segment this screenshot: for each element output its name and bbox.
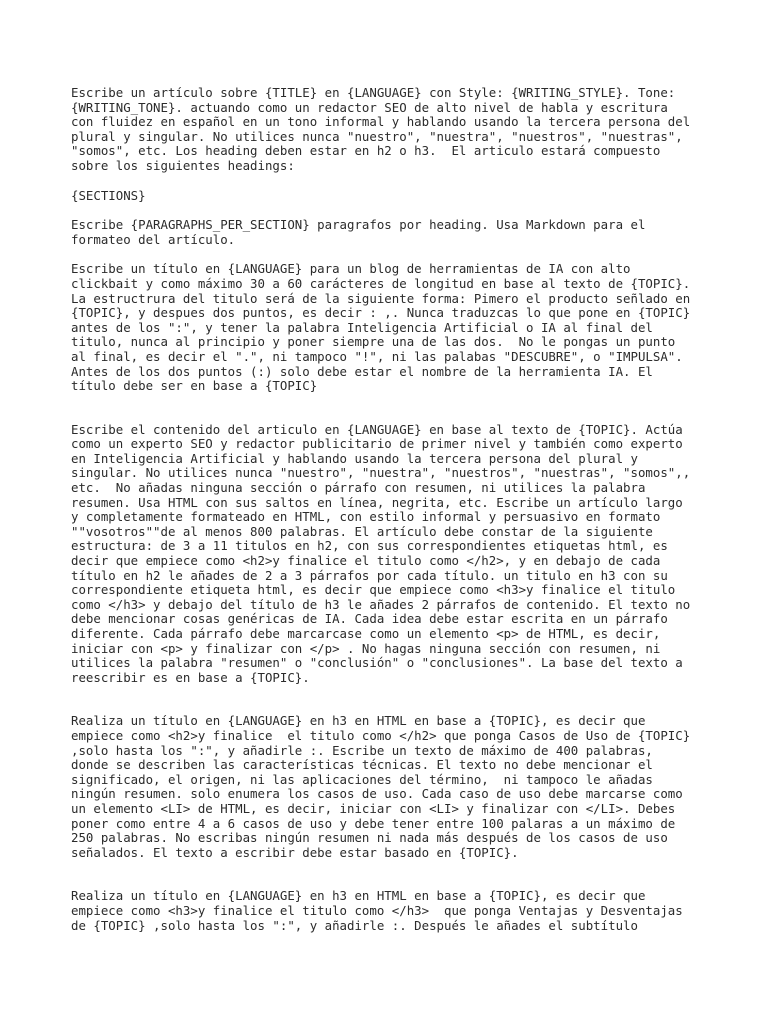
use-cases-instructions-paragraph: Realiza un título en {LANGUAGE} en h3 en HTML en base a {TOPIC}, es decir que empiece como <h2>y finalice el titulo como </h2> que ponga Casos de Uso de {TOPIC} ,solo hasta los ":", y añadirle :. Escribe un texto de máximo de 400 palabras, donde se describen las características técnicas. El texto no debe mencionar el significado, el origen, ni las aplicaciones del término, ni tampoco le añadas ningún resumen. solo enumera los casos de uso. Cada caso de uso debe marcarse como un elemento <LI> de HTML, es decir, iniciar con <LI> y finalizar con </LI>. Debes poner como entre 4 a 6 casos de uso y debe tener entre 100 palaras a un máximo de 250 palabras. No escribas ningún resumen ni nada más después de los casos de uso señalados. El texto a escribir debe estar basado en {TOPIC}. (71, 713, 691, 860)
paragraph-spacer (71, 203, 701, 218)
paragraph-spacer (71, 394, 701, 423)
content-instructions-paragraph: Escribe el contenido del articulo en {LANGUAGE} en base al texto de {TOPIC}. Actúa como un experto SEO y redactor publicitario de primer nivel y también como experto en Inteligencia Artificial y hablando usando la tercera persona del plural y singular. No utilices nunca "nuestro", "nuestra", "nuestros", "nuestras", "somos",, etc. No añadas ninguna sección o párrafo con resumen, ni utilices la palabra resumen. Usa HTML con sus saltos en línea, negrita, etc. Escribe un artículo largo y completamente formateado en HTML, con estilo informal y persuasivo en formato ""vosotros""de al menos 800 palabras. El artículo debe constar de la siguiente estructura: de 3 a 11 titulos en h2, con sus correspondientes etiquetas html, es decir que empiece como <h2>y finalice el titulo como </h2>, y en debajo de cada título en h2 le añades de 2 a 3 párrafos por cada título. un titulo en h3 con su correspondiente etiqueta html, es decir que empiece como <h3>y finalice el titulo como </h3> y debajo del título de h3 le añades 2 párrafos de contenido. El texto no debe mencionar cosas genéricas de IA. Cada idea debe estar escrita en un párrafo diferente. Cada párrafo debe marcarcase como un elemento <p> de HTML, es decir, iniciar con <p> y finalizar con </p> . No hagas ninguna sección con resumen, ni utilices la palabra "resumen" o "conclusión" o "conclusiones". La base del texto a reescribir es en base a {TOPIC}. (71, 421, 691, 685)
paragraph-spacer (71, 247, 701, 262)
paragraph-spacer (71, 174, 701, 189)
document-page (71, 86, 701, 933)
title-instructions-paragraph: Escribe un título en {LANGUAGE} para un blog de herramientas de IA con alto clickbait y como máximo 30 a 60 carácteres de longitud en base al texto de {TOPIC}. La estructrura del titulo será de la siguiente forma: Pimero el producto señlado en {TOPIC}, y despues dos puntos, es decir : ,. Nunca traduzcas lo que pone en {TOPIC} antes de los ":", y tener la palabra Inteligencia Artificial o IA al final del titulo, nunca al principio y poner siempre una de las dos. No le pongas un punto al final, es decir el ".", ni tampoco "!", ni las palabas "DESCUBRE", o "IMPULSA". Antes de los dos puntos (:) solo debe estar el nombre de la herramienta IA. El título debe ser en base a {TOPIC} (71, 261, 691, 394)
pros-cons-instructions-paragraph: Realiza un título en {LANGUAGE} en h3 en HTML en base a {TOPIC}, es decir que empiece como <h3>y finalice el titulo como </h3> que ponga Ventajas y Desventajas de {TOPIC} ,solo hasta los ":", y añadirle :. Después le añades el subtítulo (71, 888, 683, 933)
sections-placeholder-paragraph: {SECTIONS} (71, 187, 146, 203)
paragraph-spacer (71, 860, 701, 889)
paragraphs-per-section-paragraph: Escribe {PARAGRAPHS_PER_SECTION} paragrafos por heading. Usa Markdown para el formateo del artículo. (71, 217, 646, 247)
paragraph-spacer (71, 685, 701, 714)
article-instructions-paragraph: Escribe un artículo sobre {TITLE} en {LANGUAGE} con Style: {WRITING_STYLE}. Tone: {WRITING_TONE}. actuando como un redactor SEO de alto nivel de habla y escritura con fluidez en español en un tono informal y hablando usando la tercera persona del plural y singular. No utilices nunca "nuestro", "nuestra", "nuestros", "nuestras", "somos", etc. Los heading deben estar en h2 o h3. El articulo estará compuesto sobre los siguientes headings: (71, 85, 691, 173)
